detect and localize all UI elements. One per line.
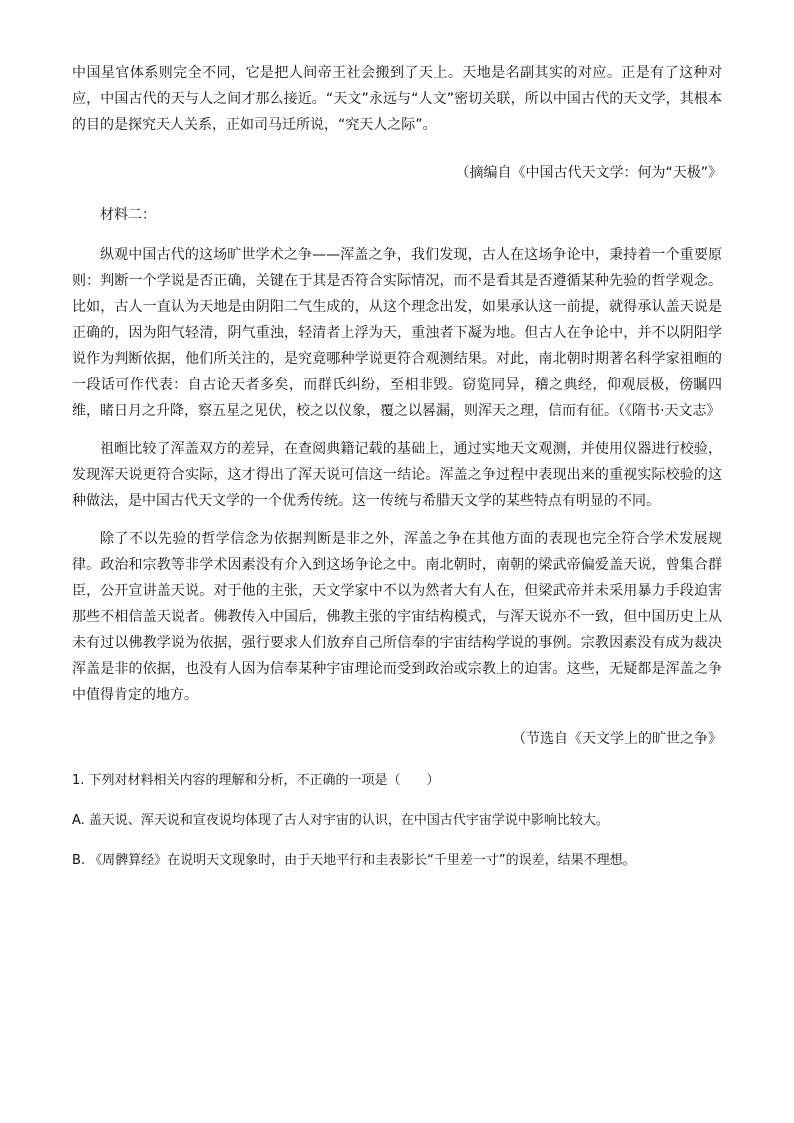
question-stem: 1. 下列对材料相关内容的理解和分析，不正确的一项是（ ） bbox=[72, 773, 440, 788]
material2-heading: 材料二： bbox=[100, 207, 156, 223]
document-page bbox=[72, 60, 722, 872]
material2-source: （节选自《天文学上的旷世之争》 bbox=[512, 731, 722, 747]
material1-paragraph: 中国星官体系则完全不同，它是把人间帝王社会搬到了天上。天地是名副其实的对应。正是有了这种对应，中国古代的天与人之间才那么接近。“天文”永远与“人文”密切关联，所以中国古代的天文学，其根本的目的是探究天人关系，正如司马迁所说，“究天人之际”。 bbox=[72, 65, 722, 133]
material2-paragraph-3: 除了不以先验的哲学信念为依据判断是非之外，浑盖之争在其他方面的表现也完全符合学术发展规律。政治和宗教等非学术因素没有介入到这场争论之中。南北朝时，南朝的梁武帝偏爱盖天说，曾集合群臣，公开宣讲盖天说。对于他的主张，天文学家中不以为然者大有人在，但梁武帝并未采用暴力手段迫害那些不相信盖天说者。佛教传入中国后，佛教主张的宇宙结构模式，与浑天说亦不一致，但中国历史上从未有过以佛教学说为依据，强行要求人们放弃自己所信奉的宇宙结构学说的事例。宗教因素没有成为裁决浑盖是非的依据，也没有人因为信奉某种宇宙理论而受到政治或宗教上的迫害。这些，无疑都是浑盖之争中值得肯定的地方。 bbox=[72, 531, 722, 703]
question-option-b: B. 《周髀算经》在说明天文现象时，由于天地平行和圭表影长“千里差一寸”的误差，结果不理想。 bbox=[72, 853, 636, 868]
material1-source: （摘编自《中国古代天文学：何为“天极”》 bbox=[455, 165, 722, 181]
question-option-a: A. 盖天说、浑天说和宣夜说均体现了古人对宇宙的认识，在中国古代宇宙学说中影响比较大。 bbox=[72, 813, 609, 828]
material2-paragraph-2: 祖暅比较了浑盖双方的差异，在查阅典籍记载的基础上，通过实地天文观测，并使用仪器进行校验，发现浑天说更符合实际，这才得出了浑天说可信这一结论。浑盖之争过程中表现出来的重视实际校验的这种做法，是中国古代天文学的一个优秀传统。这一传统与希腊天文学的某些特点有明显的不同。 bbox=[72, 441, 722, 509]
material2-paragraph-1: 纵观中国古代的这场旷世学术之争——浑盖之争，我们发现，古人在这场争论中，秉持着一个重要原则：判断一个学说是否正确，关键在于其是否符合实际情况，而不是看其是否遵循某种先验的哲学观念。比如，古人一直认为天地是由阴阳二气生成的，从这个理念出发，如果承认这一前提，就得承认盖天说是正确的，因为阳气轻清，阴气重浊，轻清者上浮为天，重浊者下凝为地。但古人在争论中，并不以阴阳学说作为判断依据，他们所关注的，是究竟哪种学说更符合观测结果。对此，南北朝时期著名科学家祖暅的一段话可作代表：自古论天者多矣，而群氏纠纷，至相非毁。窃览同异，稽之典经，仰观辰极，傍瞩四维，睹日月之升降，察五星之见伏，校之以仪象，覆之以晷漏，则浑天之理，信而有征。（《隋书·天文志》 bbox=[72, 247, 722, 419]
